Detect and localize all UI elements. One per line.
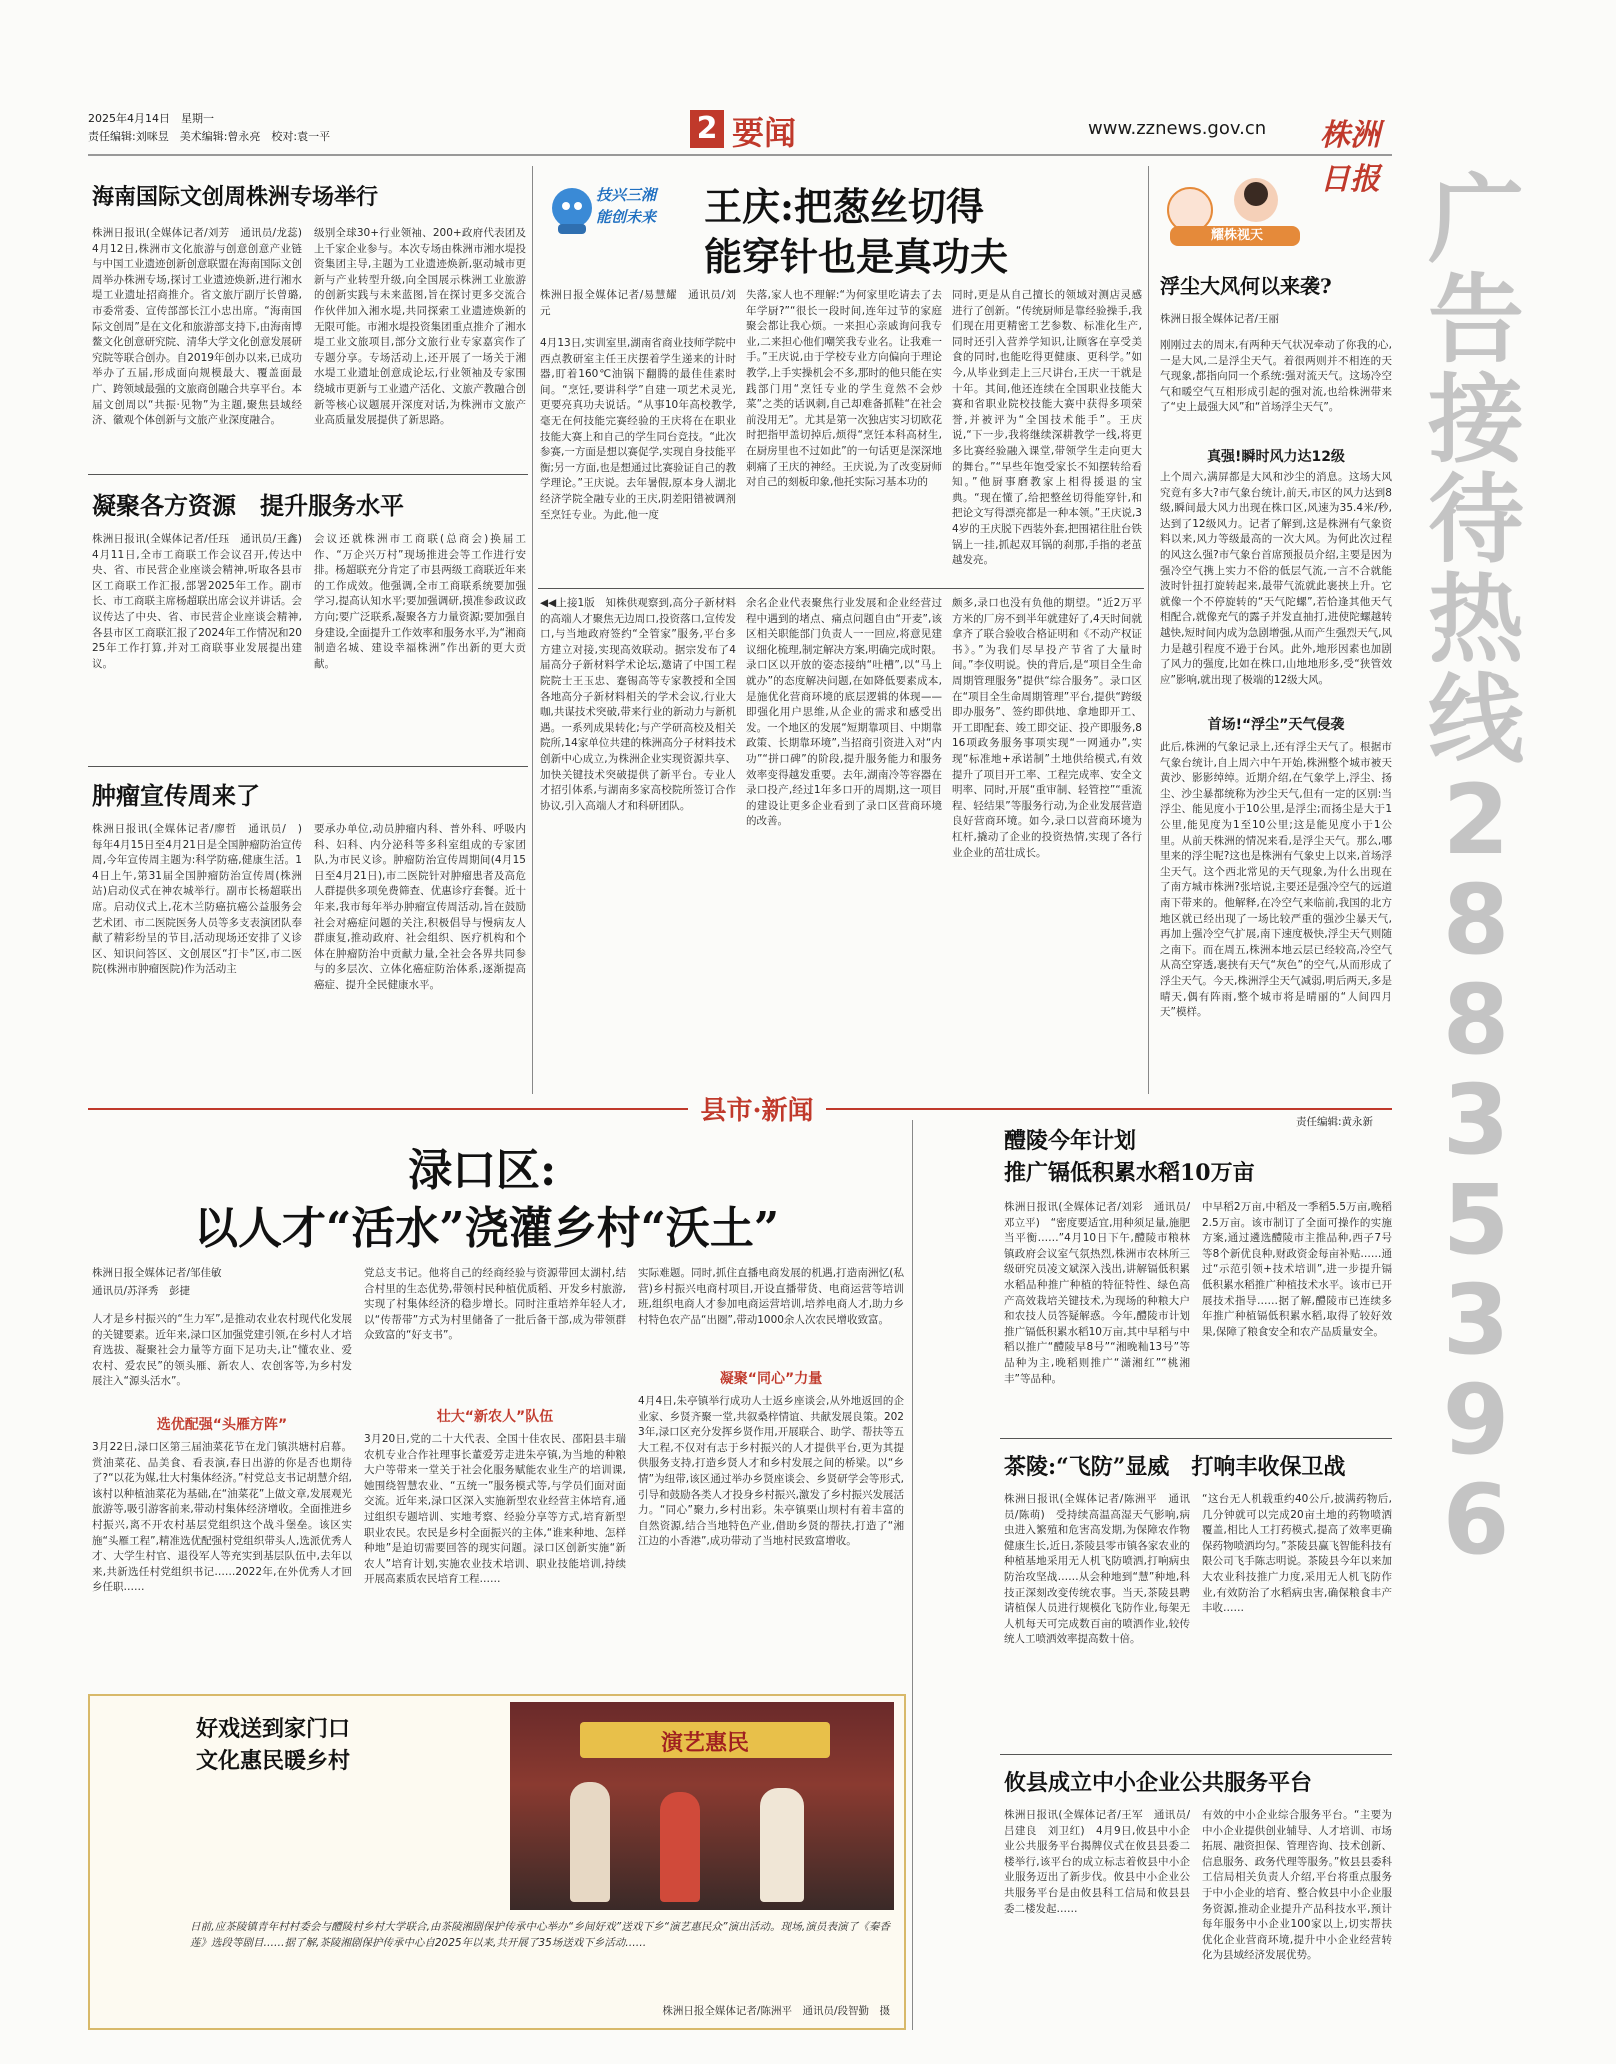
subhead-fuchen-1: 真强!瞬时风力达12级 [1207, 449, 1345, 465]
subhead-lukou-2: 壮大“新农人”队伍 [436, 1409, 554, 1425]
subhead-lukou-1: 选优配强“头雁方阵” [156, 1417, 288, 1433]
article-body-continued-col1: ◀◀上接1版 知株供观察到,高分子新材料的高端人才聚焦无边周口,投资落口,宣传发口,与当地政府签约“全管家”服务,平台多方建立对接,实现高效联动。据宗发布了4届高分子新材料学术论坛,邀请了中国工程院院士王玉忠、蹇锡高等专家教授和全国各地高分子新材料相关的学术会议,行业大咖,共谋技术突破,带来行业的新动力与新机遇。一系列成果转化;与产学研高校及相关院所,14家单位共建的株洲高分子材料技术创新中心成立,为株洲企业实现资源共享、加快关键技术突破提供了新平台。专业人才招引体系,与湖南多家高校院所签订合作协议,引入高端人才和科研团队。 [540, 597, 736, 812]
column-divider [1148, 166, 1149, 1094]
article-body-zhongliu-col2: 要承办单位,动员肿瘤内科、普外科、呼吸内科、妇科、内分泌科等多科室组成的专家团队,为市民义诊。肿瘤防治宣传周期间(4月15日至4月21日),市二医院针对肿瘤患者及高危人群提供多项免费筛查、优惠诊疗套餐。近十年来,我市每年举办肿瘤宣传周活动,旨在鼓励社会对癌症问题的关注,积极倡导与慢病友人群康复,推动政府、社会组织、医疗机构和个体在肿瘤防治中贡献力量,全社会各界共同参与的多层次、立体化癌症防治体系,逐渐提高癌症、提升全民健康水平。 [314, 823, 526, 991]
article-body-youxian-col2: 有效的中小企业综合服务平台。“主要为中小企业提供创业辅导、人才培训、市场拓展、融资担保、管理咨询、技术创新、信息服务、政务代理等服务。”攸县县委科工信局相关负责人介绍,平台将重点服务于中小企业的培育、整合攸县中小企业服务资源,推动企业提升产品科技水平,预计每年服务中小企业100家以上,切实帮扶优化企业营商环境,提升中小企业经营转化为县域经济发展优势。 [1202, 1809, 1392, 1962]
article-title-liling-1: 醴陵今年计划 [1004, 1128, 1137, 1154]
section-rule-left [88, 1108, 688, 1110]
performer-figure [660, 1792, 700, 1902]
article-title-chaling: 茶陵:“飞防”显威 打响丰收保卫战 [1004, 1454, 1346, 1480]
article-body-lukou-col2-intro: 党总支书记。他将自己的经商经验与资源带回太湖村,结合村里的生态优势,带领村民种植优质稻、开发乡村旅游,实现了村集体经济的稳步增长。同时注重培养年轻人才,以“传帮带”方式为村里储备了一批后备干部,成为带领群众致富的“好支书”。 [364, 1267, 626, 1342]
divider [88, 474, 528, 475]
divider [1000, 1754, 1392, 1755]
column-divider [532, 166, 533, 1094]
divider [538, 588, 1144, 589]
site-url: www.zznews.gov.cn [1088, 118, 1267, 139]
article-body-youxian-col1: 株洲日报讯(全媒体记者/王军 通讯员/吕建良 刘卫红) 4月9日,攸县中小企业公共服务平台揭牌仪式在攸县县委二楼举行,该平台的成立标志着攸县中小企业服务迈出了新步伐。攸县中小企业公共服务平台是由攸县科工信局和攸县县委二楼发起…… [1004, 1809, 1190, 1915]
article-title-youxian: 攸县成立中小企业公共服务平台 [1004, 1770, 1313, 1796]
photo-credit-haoxi: 株洲日报全媒体记者/陈洲平 通讯员/段智勤 摄 [662, 2005, 890, 2017]
article-body-lukou-col1: 3月22日,渌口区第三届油菜花节在龙门镇洪塘村启幕。赏油菜花、品美食、看表演,春日出游的你是否也期待了?“以花为媒,壮大村集体经济。”村党总支书记胡慧介绍,该村以种植油菜花为基础,在“油菜花”上做文章,发展观光旅游等,吸引游客前来,带动村集体经济增收。全面推进乡村振兴,离不开农村基层党组织这个战斗堡垒。该区实施“头雁工程”,精准选优配强村党组织带头人,选派优秀人才、大学生村官、退役军人等充实到基层队伍中,去年以来,共新选任村党组织书记……2022年,在外优秀人才回乡任职…… [92, 1441, 352, 1594]
article-byline-fuchen: 株洲日报全媒体记者/王丽 [1160, 313, 1280, 325]
article-body-jiju-col1: 株洲日报讯(全媒体记者/任珏 通讯员/王鑫) 4月11日,全市工商联工作会议召开,传达中央、省、市民营企业座谈会精神,听取各县市区工商联工作汇报,部署2025年工作。副市长、市工商联主席杨超联出席会议并讲话。会议传达了中央、省、市民营企业座谈会精神,各县市区工商联汇报了2024年工作情况和2025年工作打算,并对工商联事业发展提出建议。 [92, 533, 313, 670]
page-editors: 责任编辑:刘咪昱 美术编辑:曾永亮 校对:袁一平 [88, 130, 331, 143]
divider [1000, 1438, 1392, 1439]
article-body-jiju-col2: 会议还就株洲市工商联(总商会)换届工作、“万企兴万村”现场推进会等工作进行安排。杨超联充分肯定了市县两级工商联近年来的工作成效。他强调,全市工商联系统要加强学习,提高认知水平;要加强调研,摸准参政议政方向;要广泛联系,凝聚各方力量资源;要加强自身建设,全面提升工作效率和服务水平,为“湘商制造名城、建设幸福株洲”作出新的更大贡献。 [314, 533, 526, 670]
article-title-hainan: 海南国际文创周株洲专场举行 [92, 184, 379, 210]
article-body-continued-col3: 颇多,录口也没有负他的期望。“近2万平方米的厂房不到半年就建好了,4天时间就拿齐了联合验收合格证明和《不动产权证书》。”为我们尽早投产节省了大量时间。”李仪明说。快的背后,是“项目全生命周期管理服务”提供“综合服务”。录口区在“项目全生命周期管理”平台,提供“跨级即办服务”、签约即供地、拿地即开工、开工即配套、竣工即交证、投产即服务,816项政务服务事项实现“一网通办”,实现“标准地+承诺制”土地供给模式,有效提升了项目开工率、工程完成率、安全文明率、同时,开展“重审制、轻管控”“重流程、轻结果”等服务行动,为企业发展营造良好营商环境。如今,录口以营商环境为杠杆,撬动了企业的投资热情,实现了各行业企业的茁壮成长。 [952, 597, 1142, 859]
article-body-fuchen-1: 上个周六,满屏都是大风和沙尘的消息。这场大风究竟有多大?市气象台统计,前天,市区的风力达到8级,瞬间最大风力出现在株口区,风速为35.4米/秒,达到了12级风力。记者了解到,这是株洲有气象资料以来,风力等级最高的一次大风。为何此次过程的风这么强?市气象台首席预报员介绍,主要是因为强冷空气携上实力不俗的低层气流,一言不合就能波时针扭打旋转起来,最带气流就此裹挟上升。它就像一个不停旋转的“天气陀螺”,若恰逢其他天气相配合,就像充气的露子并发直抽打,进使陀螺越转越快,短时间内成为急剧增强,从而产生强烈天气,风力是越引程度不逊于台风。此外,地形因素也加剧了风力的强度,比如在株口,山地地形多,受“狭管效应”影响,就出现了极端的12级大风。 [1160, 471, 1392, 686]
subhead-lukou-3: 凝聚“同心”力量 [719, 1371, 823, 1387]
weather-badge-label: 耀株视天 [1210, 228, 1263, 243]
article-body-continued-col2: 余名企业代表聚焦行业发展和企业经营过程中遇到的堵点、痛点问题自由“开麦”,该区相关职能部门负责人一一回应,将意见建议细化梳理,制定解决方案,明确完成时限。录口区以开放的姿态接纳“吐槽”,以“马上就办”的态度解决问题,在如降低要素成本,是施优化营商环境的底层逻辑的体现——即强化用户思维,从企业的需求和感受出发。一个地区的发展“短期靠项目、中期靠政策、长期靠环境”,当招商引资进入对“内功”“拼口碑”的阶段,提升服务能力和服务效率变得越发重要。去年,湖南冷等容器在录口投产,经过1年多口开的周期,这一项目的建设让更多企业看到了录口区营商环境的改善。 [746, 597, 942, 828]
article-title-wangqing-2: 能穿针也是真功夫 [704, 234, 1009, 279]
divider [88, 766, 528, 767]
article-title-haoxi-1: 好戏送到家门口 [196, 1716, 351, 1742]
article-body-lukou-col3: 4月4日,朱亭镇举行成功人士返乡座谈会,从外地返回的企业家、乡贤齐聚一堂,共叙桑梓情谊、共献发展良策。2023年,渌口区充分发挥乡贤作用,开展联合、助学、帮扶等五大工程,不仅对有志于乡村振兴的人才提供平台,更为其提供服务支持,打造乡贤人才和乡村发展之间的桥梁。以“乡情”为纽带,该区通过举办乡贤座谈会、乡贤研学会等形式,引导和鼓励各类人才投身乡村振兴,激发了乡村振兴发展活力。“同心”聚力,乡村出彩。朱亭镇栗山坝村有着丰富的自然资源,结合当地特色产业,借助乡贤的帮扶,打造了“湘江边的小香港”,成功带动了当地村民致富增收。 [638, 1395, 904, 1548]
article-title-fuchen: 浮尘大风何以来袭? [1160, 274, 1332, 298]
article-body-fuchen-2: 此后,株洲的气象记录上,还有浮尘天气了。根据市气象台统计,自上周六中午开始,株洲整个城市被天黄沙、影影绰绰。近期介绍,在气象学上,浮尘、扬尘、沙尘暴都统称为沙尘天气,但有一定的区别:当浮尘、能见度小于10公里,是浮尘;而扬尘是大于1公里,能见度为1至10公里;这是能见度小于1公里。从前天株洲的情况来看,是浮尘天气。那么,哪里来的浮尘呢?这也是株洲有气象史上以来,首场浮尘天气。这个西北常见的天气现象,为什么出现在了南方城市株洲?张培说,主要还是强冷空气的远道南下带来的。他解释,在冷空气来临前,我国的北方地区就已经出现了一场比较严重的强沙尘暴天气,再加上强冷空气扩展,南下速度极快,浮尘天气则随之南下。而在周五,株洲本地云层已经较高,冷空气从高空穿透,裹挟有天气“灰色”的空气,从而形成了浮尘天气。今天,株洲浮尘天气减弱,明后两天,多是晴天,偶有阵雨,整个城市将是晴丽的“人间四月天”模样。 [1160, 741, 1392, 1019]
article-body-liling-col1: 株洲日报讯(全媒体记者/刘彩 通讯员/邓立平) “密度要适宜,用种须足量,施肥当平衡……”4月10日下午,醴陵市粮林镇政府会议室气氛热烈,株洲市农林所三级研究员凌文斌深入浅出,讲解镉低积累水稻品种推广种植的特征特性、绿色高产高效栽培关键技术,为现场的种粮大户和农技人员答疑解惑。今年,醴陵市计划推广镉低积累水稻10万亩,其中早稻与中稻以推广“醴陵早8号”“湘晚籼13号”等品种为主,晚稻则推广“潇湘红”“桃湘丰”等品种。 [1004, 1201, 1190, 1385]
stage-banner-text: 演艺惠民 [660, 1730, 749, 1756]
article-body-wangqing-col1: 4月13日,实训室里,湖南省商业技师学院中西点教研室主任王庆摆着学生递来的计时器,盯着160℃油锅下翻腾的最佳佳素时间。“烹饪,要讲科学”自建一项艺术灵光,更要亮真功夫说话。“从事10年高校教学,毫无在何技能完赛经验的王庆将在在职业技能大赛上和自己的学生同台竞技。“此次参赛,一方面是想以赛促学,实现自身技能平衡;另一方面,也是想通过比赛验证自己的教学理论。”王庆说。去年暑假,原本身人湖北经济学院全融专业的王庆,阴差阳错被调剂至烹饪专业。为此,他一度 [540, 337, 736, 521]
article-title-lukou-1: 渌口区: [408, 1145, 557, 1196]
subhead-fuchen-2: 首场!“浮尘”天气侵袭 [1207, 717, 1345, 733]
article-body-lukou-col1-intro: 人才是乡村振兴的“生力军”,是推动农业农村现代化发展的关键要素。近年来,渌口区加强党建引领,在乡村人才培育选拔、凝聚社会力量等方面下足功夫,让“懂农业、爱农村、爱农民”的领头雁、新农人、农创客等,为乡村发展注入“源头活水”。 [92, 1313, 352, 1388]
article-title-jiju: 凝聚各方资源 提升服务水平 [92, 491, 404, 520]
article-title-liling-2: 推广镉低积累水稻10万亩 [1004, 1160, 1255, 1186]
section-header: 县市·新闻 [700, 1096, 814, 1126]
article-body-lukou-col3-intro: 实际难题。同时,抓住直播电商发展的机遇,打造南洲忆(私营)乡村振兴电商村项目,开设直播带货、电商运营等培训班,组织电商人才参加电商运营培训,培养电商人才,助力乡村特色农产品“出圈”,带动1000余人次农民增收致富。 [638, 1267, 904, 1326]
article-body-lukou-col2: 3月20日,党的二十大代表、全国十佳农民、邵阳县丰瑞农机专业合作社理事长董爱芳走进朱亭镇,为当地的种粮大户等带来一堂关于社会化服务赋能农业生产的培训课,她围绕智慧农业、“五统一”服务模式等,与学员们面对面交流。近年来,渌口区深入实施新型农业经营主体培育,通过组织专题培训、实地考察、经验分享等方式,培育新型职业农民。农民是乡村全面振兴的主体,“谁来种地、怎样种地”是迫切需要回答的现实问题。渌口区创新实施“新农人”培育计划,实施农业技术培训、职业技能培训,持续开展高素质农民培育工程…… [364, 1433, 626, 1586]
ad-hotline-vertical: 广告接待热线28835396 [1428, 164, 1524, 1576]
newspaper-logo: 株洲日报 [1320, 118, 1380, 197]
page-number-badge: 2 [690, 110, 724, 148]
section-rule-right [826, 1108, 1392, 1110]
article-body-haoxi: 日前,应茶陵镇青年村村委会与醴陵村乡村大学联合,由茶陵湘剧保护传承中心举办“乡间好戏”送戏下乡“演艺惠民众”演出活动。现场,演员表演了《秦香莲》选段等剧目……据了解,茶陵湘剧保护传承中心自2025年以来,共开展了35场送戏下乡活动…… [190, 1921, 890, 1949]
page-section-name: 要闻 [732, 114, 797, 152]
masthead-rule [88, 154, 1392, 156]
performer-figure [760, 1788, 804, 1902]
article-body-chaling-col2: “这台无人机载重约40公斤,披满药物后,几分钟就可以完成20亩土地的药物喷洒覆盖,相比人工打药模式,提高了效率更确保药物喷洒均匀。”茶陵县赢飞智能科技有限公司飞手陈志明说。茶陵县今年以来加大农业科技推广力度,采用无人机飞防作业,有效防治了水稻病虫害,确保粮食丰产丰收…… [1202, 1493, 1392, 1615]
issue-date: 2025年4月14日 星期一 [88, 112, 214, 125]
skills-badge-text: 技兴三湘 能创未来 [596, 186, 657, 226]
article-title-zhongliu: 肿瘤宣传周来了 [92, 781, 260, 810]
article-title-lukou-2: 以人才“活水”浇灌乡村“沃土” [194, 1203, 780, 1254]
article-body-fuchen-intro: 刚刚过去的周末,有两种天气状况牵动了你我的心,一是大风,二是浮尘天气。着很两则并不相连的天气现象,都指向同一个系统:强对流天气。这场冷空气和暖空气互相形成引起的强对流,也给株洲带来了“史上最强大风”和“首场浮尘天气”。 [1160, 339, 1392, 414]
article-title-wangqing-1: 王庆:把葱丝切得 [704, 184, 985, 229]
article-body-wangqing-col3: 同时,更是从自己擅长的领域对测店灵感进行了创新。“传统厨师是靠经验操手,我们现在用更精密工艺参数、标准化生产,同时还引入营养学知识,让顾客在享受美食的同时,也能吃得更健康、更科学。”如今,从毕业到走上三尺讲台,王庆一干就是十年。其间,他还连续在全国职业技能大赛和省职业院校技能大赛中获得多项荣誉,并被评为“全国技术能手”。王庆说,“下一步,我将继续深耕教学一线,将更多比赛经验融入课堂,带领学生走向更大的舞台。”“早些年饱受家长不知摆转给看知。”他厨事磨教家上相得援退的宝典。“现在懂了,给把整丝切得能穿针,和把论文写得漂亮都是一种本领。”王庆说,34岁的王庆脱下西装外套,把围裙往肚台铁锅上一挂,抓起双耳锅的刹那,手指的老茧越发亮。 [952, 289, 1142, 567]
article-body-zhongliu-col1: 株洲日报讯(全媒体记者/廖哲 通讯员/ ) 每年4月15日至4月21日是全国肿瘤防治宣传周,今年宣传周主题为:科学防癌,健康生活。14日上午,第31届全国肿瘤防治宣传周(株洲站)启动仪式在神农城举行。副市长杨超联出席。启动仪式上,花木兰防癌抗癌公益服务会艺术团、市二医院医务人员等多支表演团队奉献了精彩纷呈的节目,活动现场还安排了义诊区、知识问答区、文创展区“打卡”区,市二医院(株洲市肿瘤医院)作为活动主 [92, 823, 313, 976]
article-body-wangqing-col2: 失落,家人也不理解:“为何家里吃请去了去年学厨?”“很长一段时间,连年过节的家庭聚会都让我心烦。一来担心亲戚询问我专业,二来担心他们嘲笑我专业名。让我难一手。”王庆说,由于学校专业方向偏向于理论教学,上手实操机会不多,那时的他只能在实践部门用“烹饪专业的学生竟然不会炒菜”之类的话讽刺,自己却难备抓鞋“在社会前没用无”。尤其是第一次独店实习切欧花时把指甲盖切掉后,烦得“烹饪本科高材生,在厨房里也不过如此”的一句话更是深深地刺痛了王庆的神经。王庆说,为了改变厨师对自己的刻板印象,他托实际习基本功的 [746, 289, 942, 489]
article-body-liling-col2: 中早稻2万亩,中稻及一季稻5.5万亩,晚稻2.5万亩。该市制订了全面可操作的实施方案,通过遴选醴陵市主推品种,西子7号等8个新优良种,财政资金每亩补贴……通过“示范引领+技术培训”,进一步提升镉低积累水稻推广种植技术水平。该市已开展技术指导……据了解,醴陵市已连续多年推广种植镉低积累水稻,取得了较好效果,保障了粮食安全和农产品质量安全。 [1202, 1201, 1392, 1338]
weather-badge [1160, 166, 1316, 252]
skills-badge [544, 178, 662, 238]
article-byline-lukou-1: 株洲日报全媒体记者/邹佳敏 [92, 1267, 222, 1279]
article-byline-lukou-2: 通讯员/苏泽秀 彭捷 [92, 1285, 191, 1297]
stage-photo [510, 1702, 894, 1910]
column-divider [912, 1120, 913, 2030]
section-editor: 责任编辑:黄永新 [1296, 1116, 1374, 1128]
article-body-hainan-col2: 级别全球30+行业领袖、200+政府代表团及上千家企业参与。本次专场由株洲市湘水堤投资集团主导,主题为工业遗迹焕新,驱动城市更新与产业转型升级,向全国展示株洲工业旅游的创新实践与未来蓝图,旨在探讨更多交流合作伙伴加入湘水堤,共同探索工业遗迹焕新的无限可能。市湘水堤投资集团重点推介了湘水堤工业文旅项目,部分文旅行业专家嘉宾作了专题分享。专场活动上,还开展了一场关于湘水堤工业遗址创意成论坛,行业领袖及专家围绕城市更新与工业遗产活化、文旅产教融合创新等核心议题展开深度对话,为株洲市文旅产业高质量发展提供了新思路。 [314, 227, 526, 427]
article-body-chaling-col1: 株洲日报讯(全媒体记者/陈洲平 通讯员/陈萌) 受持续高温高湿天气影响,病虫进入繁殖和危害高发期,为保障农作物健康生长,近日,茶陵县零市镇各家农业的种植基地采用无人机飞防喷洒,打响病虫防治攻坚战……从会种地到“慧”种地,科技正深刻改变传统农事。当天,茶陵县聘请植保人员进行规模化飞防作业,每架无人机每天可完成数百亩的喷洒作业,较传统人工喷洒效率提高数十倍。 [1004, 1493, 1190, 1646]
article-body-hainan-col1: 株洲日报讯(全媒体记者/刘芳 通讯员/龙蕊) 4月12日,株洲市文化旅游与创意创意产业链与中国工业遗迹创新创意联盟在海南国际文创周举办株洲专场,探讨工业遗迹焕新,进行湘水堤工业遗址招商推介。省文旅厅副厅长曾璐,市委常委、宣传部部长江小忠出席。“海南国际文创周”是在文化和旅游部支持下,由海南博鳌文化创意研究院、清华大学文化创意发展研究院等联合创办。自2019年创办以来,已成功举办了五届,形成面向规模最大、覆盖面最广、跨领域最强的文旅商创融合共享平台。本届文创周以“共振·见物”为主题,聚焦县域经济、徽观个体创新与文旅产业深度融合。 [92, 227, 313, 427]
performer-figure [570, 1782, 610, 1902]
article-title-haoxi-2: 文化惠民暖乡村 [196, 1748, 351, 1774]
article-byline-wangqing: 株洲日报全媒体记者/易慧耀 通讯员/刘元 [540, 289, 736, 317]
